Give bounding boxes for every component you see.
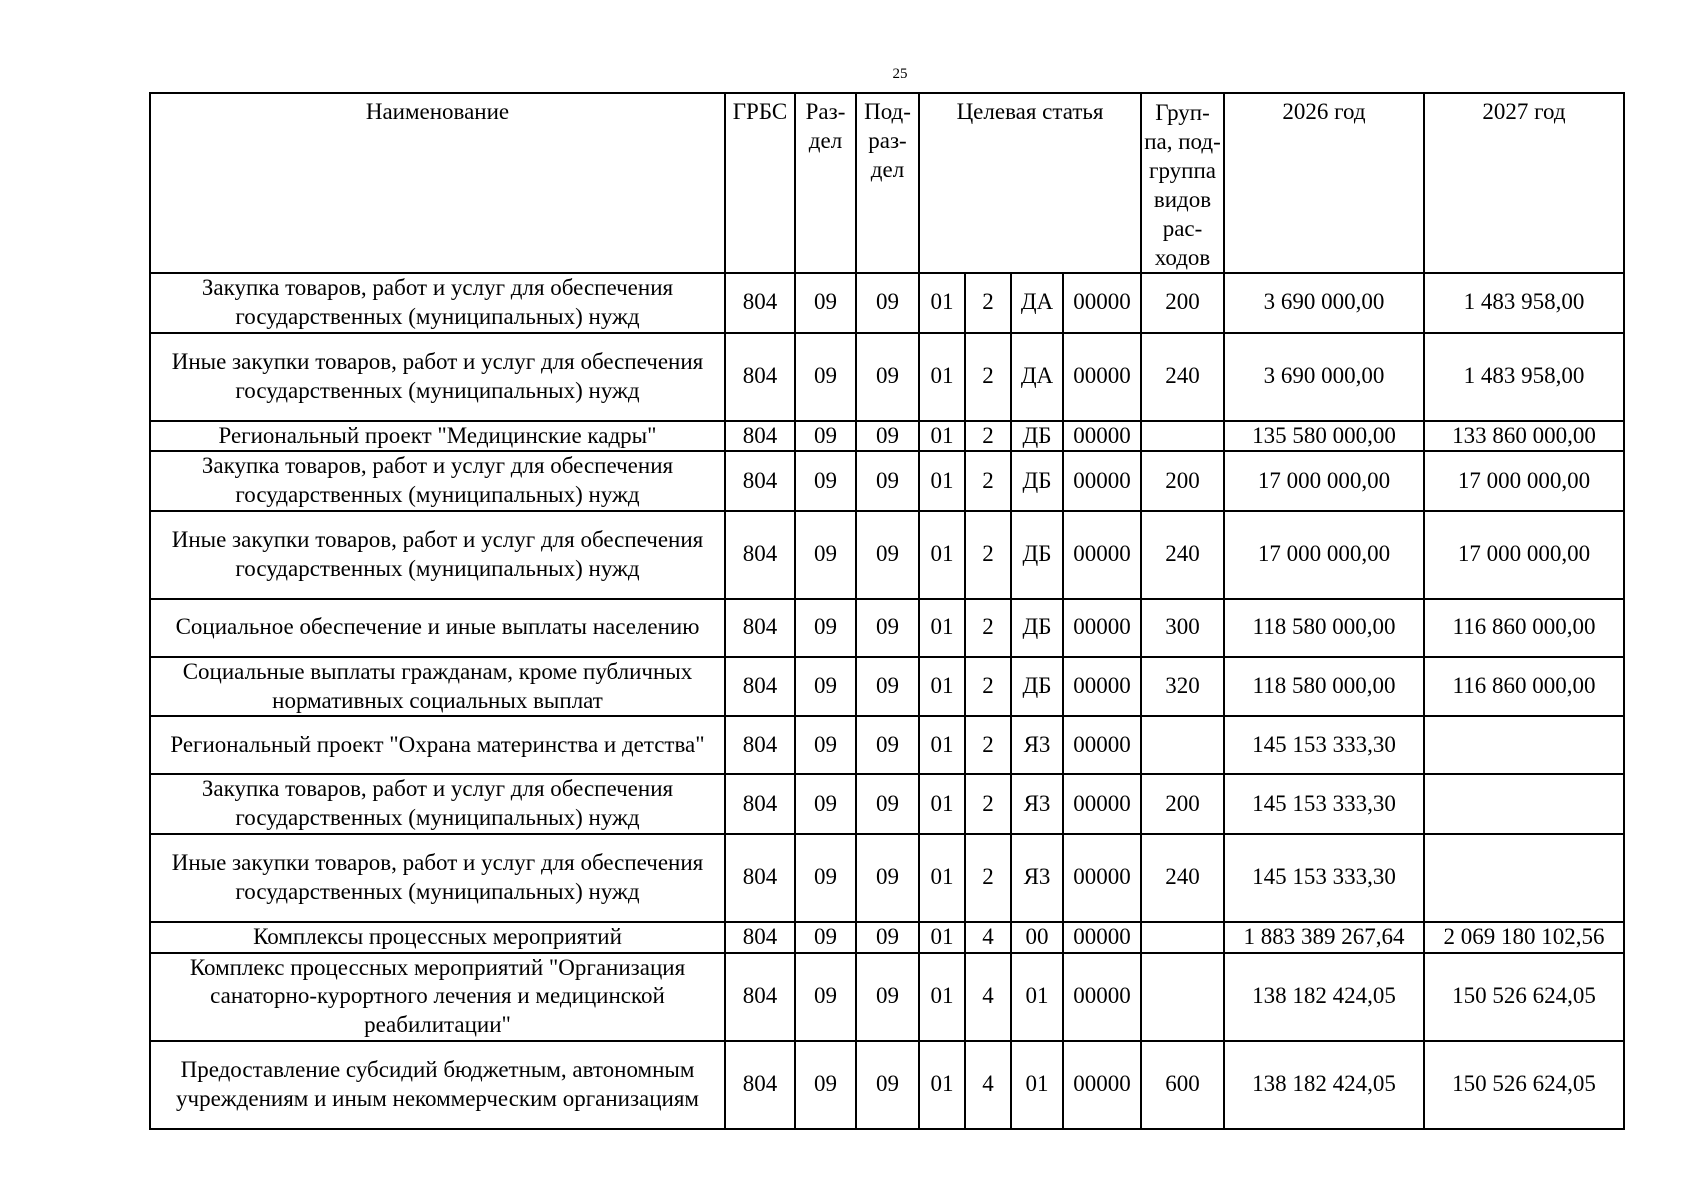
row-target-direction: 00000 — [1063, 599, 1141, 657]
header-year-2026: 2026 год — [1224, 93, 1424, 273]
row-target-code: ДБ — [1011, 451, 1063, 511]
row-name: Комплекс процессных мероприятий "Организация санаторно-курортного лечения и медицинской реабилитации" — [150, 953, 725, 1041]
row-razdel: 09 — [795, 834, 856, 922]
row-expense-group: 200 — [1141, 774, 1224, 834]
row-razdel: 09 — [795, 922, 856, 953]
row-grbs: 804 — [725, 1041, 795, 1129]
row-amount-2027: 1 483 958,00 — [1424, 273, 1624, 333]
row-target-direction: 00000 — [1063, 774, 1141, 834]
row-podrazdel: 09 — [856, 716, 919, 774]
row-grbs: 804 — [725, 451, 795, 511]
row-razdel: 09 — [795, 451, 856, 511]
row-amount-2026: 145 153 333,30 — [1224, 834, 1424, 922]
row-name: Закупка товаров, работ и услуг для обеспечения государственных (муниципальных) нужд — [150, 774, 725, 834]
row-razdel: 09 — [795, 1041, 856, 1129]
row-expense-group: 300 — [1141, 599, 1224, 657]
row-target-program: 01 — [919, 953, 965, 1041]
row-target-code: ДБ — [1011, 421, 1063, 452]
header-grbs: ГРБС — [725, 93, 795, 273]
row-amount-2026: 118 580 000,00 — [1224, 657, 1424, 717]
row-target-type: 4 — [965, 922, 1011, 953]
row-grbs: 804 — [725, 273, 795, 333]
header-razdel: Раз- дел — [795, 93, 856, 273]
header-target: Целевая статья — [919, 93, 1141, 273]
row-target-direction: 00000 — [1063, 421, 1141, 452]
row-target-type: 4 — [965, 1041, 1011, 1129]
row-target-code: ДБ — [1011, 657, 1063, 717]
table-body — [150, 273, 1624, 1129]
row-target-program: 01 — [919, 511, 965, 599]
table-row — [150, 716, 1624, 774]
row-target-program: 01 — [919, 657, 965, 717]
row-amount-2027 — [1424, 716, 1624, 774]
row-target-type: 2 — [965, 834, 1011, 922]
row-grbs: 804 — [725, 774, 795, 834]
row-expense-group: 240 — [1141, 511, 1224, 599]
row-amount-2026: 3 690 000,00 — [1224, 273, 1424, 333]
row-amount-2026: 17 000 000,00 — [1224, 511, 1424, 599]
table-row — [150, 451, 1624, 511]
row-target-code: Я3 — [1011, 716, 1063, 774]
row-name: Предоставление субсидий бюджетным, автономным учреждениям и иным некоммерческим организациям — [150, 1041, 725, 1129]
row-amount-2026: 17 000 000,00 — [1224, 451, 1424, 511]
row-target-direction: 00000 — [1063, 922, 1141, 953]
row-amount-2027: 116 860 000,00 — [1424, 599, 1624, 657]
row-target-program: 01 — [919, 421, 965, 452]
row-target-code: ДБ — [1011, 599, 1063, 657]
row-expense-group — [1141, 953, 1224, 1041]
row-amount-2026: 118 580 000,00 — [1224, 599, 1424, 657]
row-razdel: 09 — [795, 511, 856, 599]
row-target-program: 01 — [919, 922, 965, 953]
row-razdel: 09 — [795, 333, 856, 421]
row-target-type: 2 — [965, 774, 1011, 834]
row-target-direction: 00000 — [1063, 511, 1141, 599]
row-grbs: 804 — [725, 922, 795, 953]
table-row — [150, 1041, 1624, 1129]
row-target-program: 01 — [919, 333, 965, 421]
table-row — [150, 657, 1624, 717]
row-target-code: 01 — [1011, 953, 1063, 1041]
row-target-program: 01 — [919, 451, 965, 511]
row-razdel: 09 — [795, 657, 856, 717]
row-expense-group — [1141, 922, 1224, 953]
row-amount-2027: 17 000 000,00 — [1424, 511, 1624, 599]
row-name: Социальные выплаты гражданам, кроме публичных нормативных социальных выплат — [150, 657, 725, 717]
row-expense-group — [1141, 716, 1224, 774]
row-podrazdel: 09 — [856, 273, 919, 333]
row-target-direction: 00000 — [1063, 1041, 1141, 1129]
table-row — [150, 953, 1624, 1041]
row-target-code: ДА — [1011, 273, 1063, 333]
row-expense-group: 240 — [1141, 333, 1224, 421]
table-row — [150, 834, 1624, 922]
row-grbs: 804 — [725, 333, 795, 421]
row-podrazdel: 09 — [856, 657, 919, 717]
row-amount-2027: 116 860 000,00 — [1424, 657, 1624, 717]
row-target-code: Я3 — [1011, 774, 1063, 834]
row-razdel: 09 — [795, 599, 856, 657]
row-amount-2027: 1 483 958,00 — [1424, 333, 1624, 421]
row-podrazdel: 09 — [856, 774, 919, 834]
row-amount-2027: 17 000 000,00 — [1424, 451, 1624, 511]
row-target-program: 01 — [919, 599, 965, 657]
row-name: Закупка товаров, работ и услуг для обеспечения государственных (муниципальных) нужд — [150, 451, 725, 511]
row-amount-2026: 138 182 424,05 — [1224, 953, 1424, 1041]
row-name: Региональный проект "Охрана материнства и детства" — [150, 716, 725, 774]
row-name: Иные закупки товаров, работ и услуг для обеспечения государственных (муниципальных) нужд — [150, 834, 725, 922]
row-target-program: 01 — [919, 273, 965, 333]
row-target-code: Я3 — [1011, 834, 1063, 922]
row-amount-2026: 145 153 333,30 — [1224, 774, 1424, 834]
row-target-program: 01 — [919, 834, 965, 922]
row-grbs: 804 — [725, 953, 795, 1041]
row-target-code: 01 — [1011, 1041, 1063, 1129]
row-target-type: 4 — [965, 953, 1011, 1041]
budget-table — [149, 92, 1625, 1130]
table-row — [150, 599, 1624, 657]
row-target-type: 2 — [965, 421, 1011, 452]
row-amount-2027: 150 526 624,05 — [1424, 953, 1624, 1041]
header-name: Наименование — [150, 93, 725, 273]
row-target-direction: 00000 — [1063, 333, 1141, 421]
row-podrazdel: 09 — [856, 922, 919, 953]
row-target-type: 2 — [965, 716, 1011, 774]
row-expense-group — [1141, 421, 1224, 452]
row-name: Региональный проект "Медицинские кадры" — [150, 421, 725, 452]
row-target-code: ДА — [1011, 333, 1063, 421]
page-number: 25 — [892, 66, 908, 82]
row-razdel: 09 — [795, 774, 856, 834]
row-target-type: 2 — [965, 273, 1011, 333]
row-razdel: 09 — [795, 421, 856, 452]
row-target-type: 2 — [965, 657, 1011, 717]
row-expense-group: 600 — [1141, 1041, 1224, 1129]
row-razdel: 09 — [795, 953, 856, 1041]
row-target-type: 2 — [965, 333, 1011, 421]
table-row — [150, 922, 1624, 953]
header-group: Груп- па, под- группа видов рас- ходов — [1141, 93, 1224, 273]
row-amount-2027: 2 069 180 102,56 — [1424, 922, 1624, 953]
header-podrazdel: Под- раз- дел — [856, 93, 919, 273]
row-amount-2027 — [1424, 834, 1624, 922]
row-razdel: 09 — [795, 716, 856, 774]
row-target-program: 01 — [919, 774, 965, 834]
row-expense-group: 240 — [1141, 834, 1224, 922]
row-target-type: 2 — [965, 511, 1011, 599]
row-expense-group: 200 — [1141, 451, 1224, 511]
row-amount-2026: 138 182 424,05 — [1224, 1041, 1424, 1129]
row-name: Комплексы процессных мероприятий — [150, 922, 725, 953]
table-header-row — [150, 93, 1624, 273]
table-row — [150, 333, 1624, 421]
row-razdel: 09 — [795, 273, 856, 333]
row-amount-2027: 133 860 000,00 — [1424, 421, 1624, 452]
row-amount-2027 — [1424, 774, 1624, 834]
row-target-code: 00 — [1011, 922, 1063, 953]
row-podrazdel: 09 — [856, 834, 919, 922]
row-amount-2026: 145 153 333,30 — [1224, 716, 1424, 774]
table-row — [150, 421, 1624, 452]
row-podrazdel: 09 — [856, 333, 919, 421]
row-grbs: 804 — [725, 716, 795, 774]
row-podrazdel: 09 — [856, 1041, 919, 1129]
row-name: Иные закупки товаров, работ и услуг для обеспечения государственных (муниципальных) нужд — [150, 511, 725, 599]
row-grbs: 804 — [725, 657, 795, 717]
row-amount-2026: 135 580 000,00 — [1224, 421, 1424, 452]
row-amount-2027: 150 526 624,05 — [1424, 1041, 1624, 1129]
row-grbs: 804 — [725, 511, 795, 599]
header-year-2027: 2027 год — [1424, 93, 1624, 273]
table-row — [150, 273, 1624, 333]
row-target-type: 2 — [965, 451, 1011, 511]
row-target-direction: 00000 — [1063, 953, 1141, 1041]
row-amount-2026: 3 690 000,00 — [1224, 333, 1424, 421]
row-name: Иные закупки товаров, работ и услуг для обеспечения государственных (муниципальных) нужд — [150, 333, 725, 421]
row-target-direction: 00000 — [1063, 834, 1141, 922]
row-target-direction: 00000 — [1063, 716, 1141, 774]
table-row — [150, 511, 1624, 599]
row-target-code: ДБ — [1011, 511, 1063, 599]
row-grbs: 804 — [725, 421, 795, 452]
row-target-type: 2 — [965, 599, 1011, 657]
row-expense-group: 320 — [1141, 657, 1224, 717]
row-podrazdel: 09 — [856, 953, 919, 1041]
row-podrazdel: 09 — [856, 599, 919, 657]
table-row — [150, 774, 1624, 834]
row-target-direction: 00000 — [1063, 273, 1141, 333]
row-podrazdel: 09 — [856, 421, 919, 452]
row-expense-group: 200 — [1141, 273, 1224, 333]
row-name: Социальное обеспечение и иные выплаты населению — [150, 599, 725, 657]
row-amount-2026: 1 883 389 267,64 — [1224, 922, 1424, 953]
row-name: Закупка товаров, работ и услуг для обеспечения государственных (муниципальных) нужд — [150, 273, 725, 333]
row-podrazdel: 09 — [856, 451, 919, 511]
row-target-direction: 00000 — [1063, 657, 1141, 717]
row-grbs: 804 — [725, 834, 795, 922]
row-target-direction: 00000 — [1063, 451, 1141, 511]
row-grbs: 804 — [725, 599, 795, 657]
row-podrazdel: 09 — [856, 511, 919, 599]
row-target-program: 01 — [919, 716, 965, 774]
row-target-program: 01 — [919, 1041, 965, 1129]
